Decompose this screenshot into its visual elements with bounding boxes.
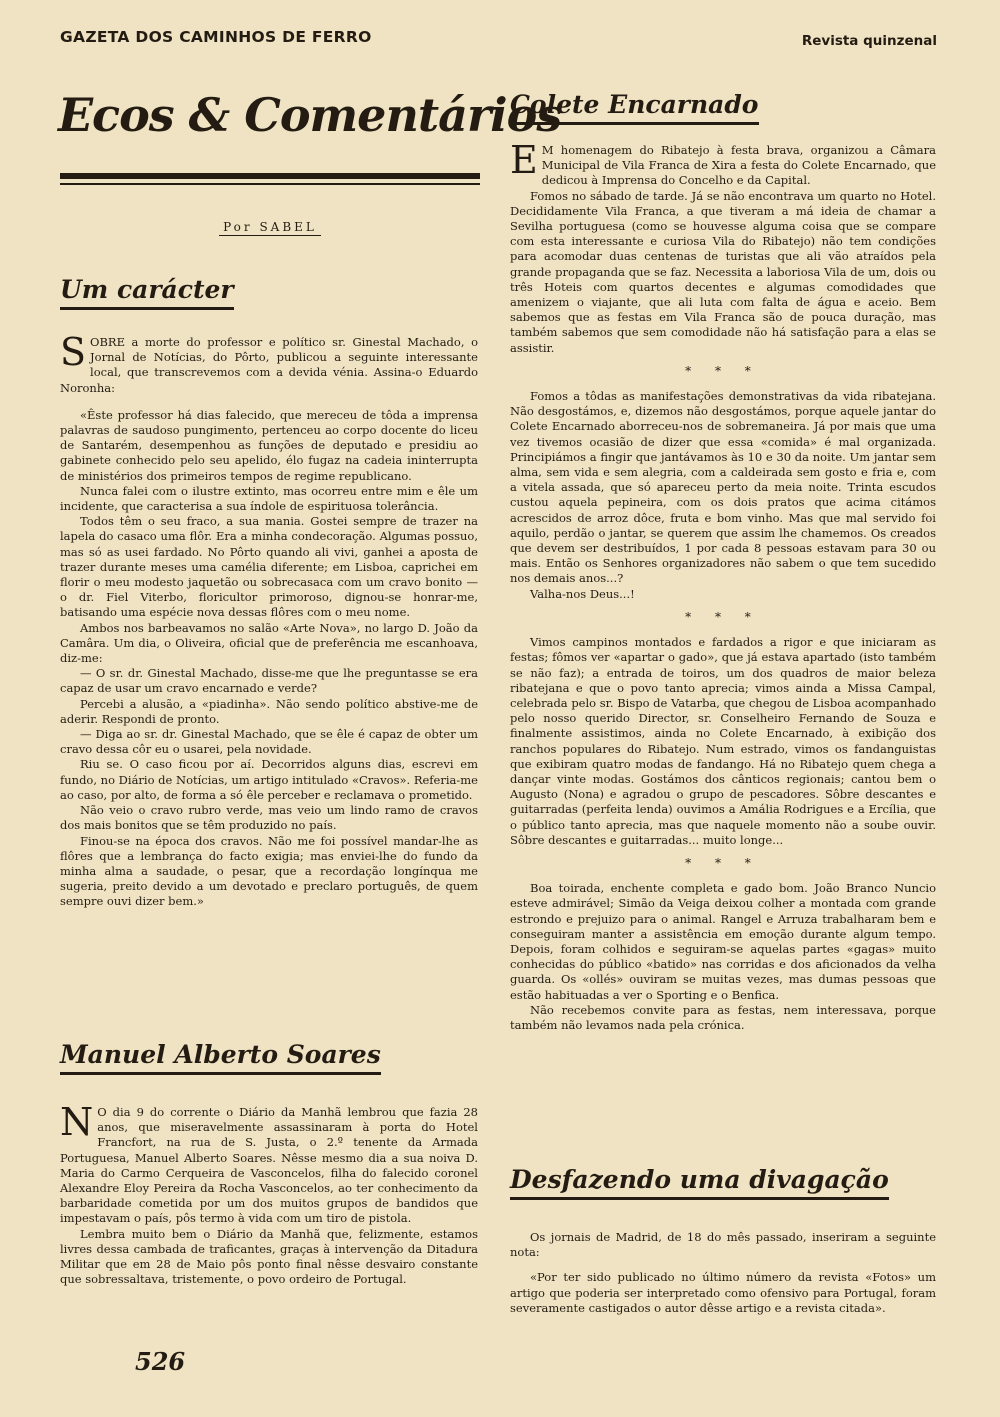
paragraph: — O sr. dr. Ginestal Machado, disse-me que lhe preguntasse se era capaz de usar um cravo encarnado e verde? <box>60 666 478 696</box>
masthead-rule-thick <box>60 173 480 179</box>
paragraph: SOBRE a morte do professor e político sr. Ginestal Machado, o Jornal de Notícias, do Pôrto, publicou a seguinte interessante local, que transcrevemos com a devida vénia. Assina-o Eduardo Noronha: <box>60 330 478 395</box>
paragraph: N O dia 9 do corrente o Diário da Manhã lembrou que fazia 28 anos, que miseravelmente assassinaram à porta do Hotel Francfort, na rua de S. Justa, o 2.º tenente da Armada Portuguesa, Manuel Alberto Soares. Nêsse mesmo dia a sua noiva D. Maria do Carmo Cerqueira de Vasconcelos, filha do falecido coronel Alexandre Eloy Pereira da Rocha Vasconcelos, ao ter conhecimento da barbaridade cometida por um dos muitos grupos de bandidos que impestavam o país, pôs termo à vida com um tiro de pistola. <box>60 1100 478 1226</box>
drop-cap: N <box>60 1100 94 1144</box>
section-divider-stars: * * * <box>685 363 761 378</box>
paragraph: Nunca falei com o ilustre extinto, mas ocorreu entre mim e êle um incidente, que caracterisa a sua índole de espirituosa tolerância. <box>60 483 478 514</box>
page-number: 526 <box>135 1347 186 1376</box>
paragraph: Lembra muito bem o Diário da Manhã que, felizmente, estamos livres dessa cambada de traficantes, graças à intervenção da Ditadura Militar que em 28 de Maio pôs ponto final nêsse desvairo constante que sobressaltava, tristemente, o povo ordeiro de Portugal. <box>60 1226 478 1287</box>
paragraph: Os jornais de Madrid, de 18 do mês passado, inseriram a seguinte nota: <box>510 1230 936 1260</box>
paragraph: Não recebemos convite para as festas, nem interessava, porque também não levamos nada pela crónica. <box>510 1002 936 1032</box>
paragraph: Ambos nos barbeavamos no salão «Arte Nova», no largo D. João da Camâra. Um dia, o Oliveira, oficial que de preferência me escanhoava, diz-me: <box>60 620 478 666</box>
section-heading-manuel-alberto-soares: Manuel Alberto Soares <box>60 1040 381 1075</box>
publication-title: GAZETA DOS CAMINHOS DE FERRO <box>60 28 372 46</box>
byline <box>60 220 480 234</box>
section-divider-stars: * * * <box>685 855 761 870</box>
frequency-label: Revista quinzenal <box>801 33 937 49</box>
paragraph: «Por ter sido publicado no último número da revista «Fotos» um artigo que poderia ser interpretado como ofensivo para Portugal, foram severamente castigados o autor dêsse artigo e a revista citada». <box>510 1270 936 1315</box>
drop-cap: E <box>510 138 538 182</box>
masthead-title: Ecos & Comentários <box>58 88 562 142</box>
paragraph: Não veio o cravo rubro verde, mas veio um lindo ramo de cravos dos mais bonitos que se têm produzido no país. <box>60 803 478 833</box>
paragraph: E M homenagem do Ribatejo à festa brava, organizou a Câmara Municipal de Vila Franca de Xira a festa do Colete Encarnado, que dedicou à Imprensa do Concelho e da Capital. <box>510 138 936 188</box>
paragraph: Boa toirada, enchente completa e gado bom. João Branco Nuncio esteve admirável; Simão da Veiga deixou colher a montada com grande estrondo e prejuizo para o animal. Rangel e Arruza trabalharam bem e conseguiram manter a assistência em emoção durante algum tempo. Depois, foram colhidos e seguiram-se aquelas partes «gagas» muito conhecidas do público «batido» nas corridas e dos aficionados da velha guarda. Os «ollés» ouviram se muitas vezes, mas dumas pessoas que estão habituadas a ver o Sporting e o Benfica. <box>510 881 936 1002</box>
paragraph: Riu se. O caso ficou por aí. Decorridos alguns dias, escrevi em fundo, no Diário de Notícias, um artigo intitulado «Cravos». Referia-me ao caso, por alto, de forma a só êle perceber e reclamava o prometido. <box>60 757 478 802</box>
masthead-rule-thin <box>60 183 480 185</box>
paragraph: «Êste professor há dias falecido, que mereceu de tôda a imprensa palavras de saudoso pungimento, pertenceu ao corpo docente do liceu de Santarém, desempenhou as funções de deputado e presidiu ao gabinete conhecido pelo seu apelido, élo fugaz na cadeia ininterrupta de ministérios dos primeiros tempos de regime republicano. <box>60 407 478 483</box>
paragraph: Percebi a alusão, a «piadinha». Não sendo político abstive-me de aderir. Respondi de pronto. <box>60 696 478 726</box>
paragraph: Finou-se na época dos cravos. Não me foi possível mandar-lhe as flôres que a lembrança do facto exigia; mas enviei-lhe do fundo da minha alma a saudade, o pesar, que a recordação longínqua me sugeria, preito devido a um devotado e preclaro português, de quem sempre ouvi dizer bem.» <box>60 833 478 909</box>
drop-cap: S <box>60 330 87 374</box>
paragraph: Valha-nos Deus...! <box>530 586 635 601</box>
paragraph: Vimos campinos montados e fardados a rigor e que iniciaram as festas; fômos ver «apartar o gado», que já estava apartado (isto também se não faz); a entrada de toiros, um dos quadros de maior beleza ribatejana e que o povo tanto aprecia; vimos ainda a Missa Campal, celebrada pelo sr. Bispo de Vatarba, que chegou de Lisboa acompanhado pelo nosso querido Director, sr. Conselheiro Fernando de Souza e finalmente assistimos, ainda no Colete Encarnado, à exibição dos ranchos populares do Ribatejo. Num estrado, vimos os fandanguistas que exibiram quatro modas de fandango. Há no Ribatejo quem chega a dançar vinte modas. Gostámos dos cânticos regionais; cantou bem o Augusto (Nona) e agradou o grupo de pescadores. Sôbre descantes e guitarradas (perfeita lenda) ouvimos a Amália Rodrigues e a Ercília, que o público tanto aprecia, mas que naquele momento não a soube ouvir. Sôbre descantes e guitarradas... muito longe... <box>510 635 936 847</box>
section-divider-stars: * * * <box>685 609 761 624</box>
section-heading-colete-encarnado: Colete Encarnado <box>510 90 759 125</box>
article-manuel-alberto-soares <box>60 1100 478 1287</box>
paragraph: Fomos a tôdas as manifestações demonstrativas da vida ribatejana. Não desgostámos, e, dizemos não desgostámos, porque aquele jantar do Colete Encarnado aborreceu-nos de sobremaneira. Já por mais que uma vez tivemos ocasião de dizer que essa «comida» é mal organizada. Principiámos a fingir que jantávamos às 10 e 30 da noite. Um jantar sem alma, sem vida e sem alegria, com a caldeirada sem gosto e fria e, com a vitela assada, que só apareceu perto da meia noite. Trinta escudos custou aquela pepineira, com os dois pratos que acima citámos acrescidos de arroz dôce, fruta e bom vinho. Mas que mal servido foi aquilo, perdão o jantar, se querem que assim lhe chamemos. Os creados que devem ser destribuídos, 1 por cada 8 pessoas estavam para 30 ou mais. Então os Senhores organizadores não sabem o que tem sucedido nos demais anos...? <box>510 389 936 586</box>
article-desfazendo-uma-divagacao <box>510 1230 936 1316</box>
byline-text: Por SABEL <box>219 220 321 236</box>
paragraph: — Diga ao sr. dr. Ginestal Machado, que se êle é capaz de obter um cravo dessa côr eu o usarei, pela novidade. <box>60 727 478 757</box>
article-colete-encarnado <box>510 138 936 1033</box>
section-heading-um-caracter: Um carácter <box>60 275 234 310</box>
section-heading-desfazendo-uma-divagacao: Desfazendo uma divagação <box>510 1165 889 1200</box>
paragraph: Fomos no sábado de tarde. Já se não encontrava um quarto no Hotel. Decididamente Vila Franca, a que tiveram a má ideia de chamar a Sevilha portuguesa (como se houvesse alguma coisa que se compare com esta interessante e curiosa Vila do Ribatejo) não tem condições para acomodar duas centenas de turistas que ali vão atraídos pela grande propaganda que se faz. Necessita a laboriosa Vila de um, dois ou três Hoteis com quartos decentes e algumas comodidades que amenizem o viajante, que ali luta com falta de água e aceio. Bem sabemos que as festas em Vila Franca são de pouca duração, mas também sabemos que sem comodidade não há satisfação para a elas se assistir. <box>510 188 936 355</box>
paragraph: Todos têm o seu fraco, a sua mania. Gostei sempre de trazer na lapela do casaco uma flôr. Era a minha condecoração. Algumas possuo, mas só as usei fardado. No Pôrto quando ali vivi, ganhei a aposta de trazer durante meses uma camélia diferente; em Lisboa, caprichei em florir o meu modesto jaquetão ou sobrecasaca com um cravo bonito — o dr. Fiel Viterbo, floricultor primoroso, dignou-se honrar-me, batisando uma espécie nova dessas flôres com o meu nome. <box>60 514 478 620</box>
article-um-caracter <box>60 330 478 910</box>
